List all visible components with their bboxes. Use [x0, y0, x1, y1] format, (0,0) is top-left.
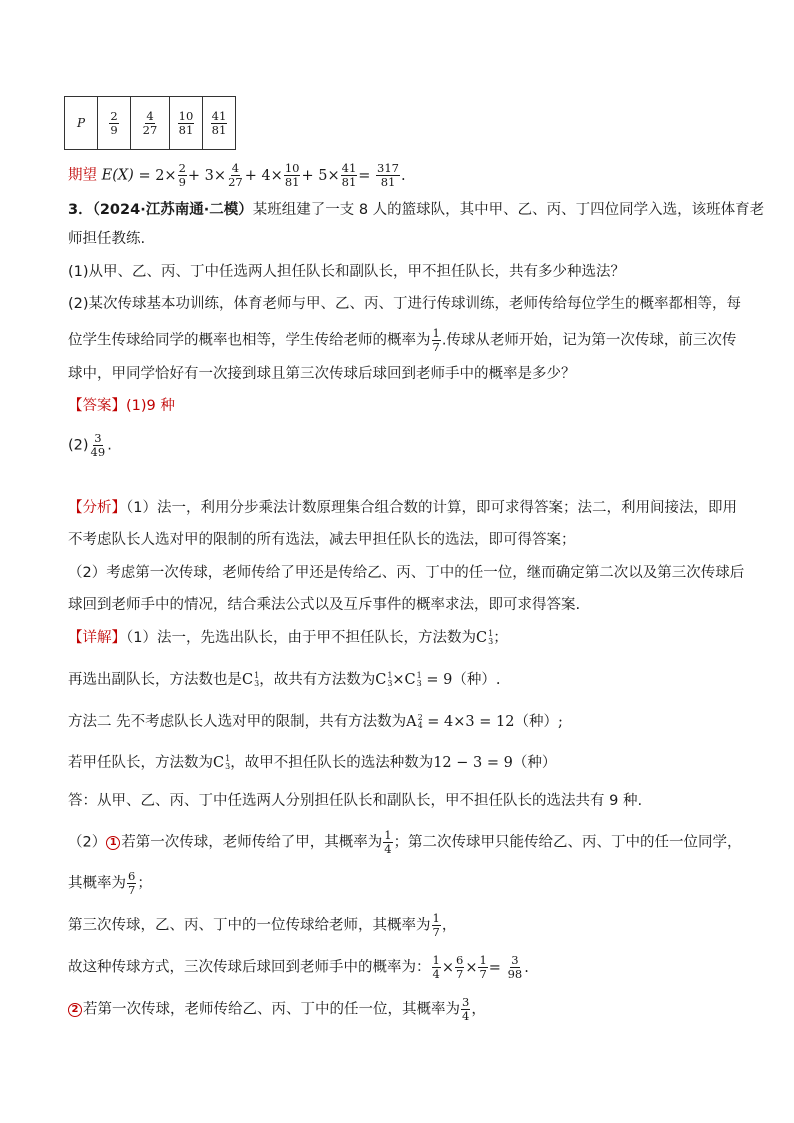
table-row [65, 97, 236, 150]
answer-line-1: 【答案】(1)9 种 [68, 398, 175, 414]
problem-stem-cont: 师担任教练. [68, 231, 146, 247]
detail-line-2: 再选出副队长，方法数也是C 1 3 ，故共有方法数为C 1 3 ×C 1 3 = 9（种）. [68, 671, 501, 688]
table-cell: $\frac{4}{27}$ [131, 97, 170, 150]
circled-two-icon: 2 [68, 1003, 82, 1017]
probability-table [64, 96, 236, 150]
analysis-line-3: （2）考虑第一次传球，老师传给了甲还是传给乙、丙、丁中的任一位，继而确定第二次以及第三次传球后 [68, 565, 745, 581]
analysis-line-1: 【分析】（1）法一，利用分步乘法计数原理集合组合数的计算，即可求得答案；法二，利用间接法，即用 [68, 500, 737, 516]
question-2-line2: 位学生传球给同学的概率也相等，学生传给老师的概率为 $\frac{1}{7}$ .传球从老师开始，记为第一次传球，前三次传 [68, 326, 737, 354]
answer-line-2: (2) $\frac{3}{49}$ . [68, 431, 112, 459]
question-2-line1: (2)某次传球基本功训练，体育老师与甲、乙、丙、丁进行传球训练，老师传给每位学生的概率都相等，每 [68, 296, 742, 312]
detail-line-8: 第三次传球，乙、丙、丁中的一位传球给老师，其概率为 $\frac{1}{7}$ ， [68, 911, 457, 939]
detail-line-3: 方法二 先不考虑队长人选对甲的限制，共有方法数为A 2 4 = 4×3 = 12（种）; [68, 713, 563, 730]
table-row-label: P [65, 97, 98, 150]
detail-line-4: 若甲任队长，方法数为C 1 3 ，故甲不担任队长的选法种数为12 − 3 = 9（种） [68, 754, 557, 771]
detail-line-9: 故这种传球方式，三次传球后球回到老师手中的概率为： $\frac{1}{4}$ × $\frac{6}{7}$ × $\frac{1}{7}$ = $\frac{3}{98}$ . [68, 953, 529, 981]
question-2-line3: 球中，甲同学恰好有一次接到球且第三次传球后球回到老师手中的概率是多少？ [68, 366, 576, 382]
table-cell: $\frac{2}{9}$ [98, 97, 131, 150]
table-cell: $\frac{41}{81}$ [203, 97, 236, 150]
question-1: (1)从甲、乙、丙、丁中任选两人担任队长和副队长，甲不担任队长，共有多少种选法？ [68, 264, 626, 280]
circled-one-icon: 1 [106, 836, 120, 850]
detail-line-1: 【详解】（1）法一，先选出队长，由于甲不担任队长，方法数为C 1 3 ； [68, 629, 508, 646]
problem-stem: 3．（2024·江苏南通·二模）某班组建了一支 8 人的篮球队，其中甲、乙、丙、丁四位同学入选，该班体育老 [68, 202, 765, 218]
expectation-line: 期望 E(X) = 2× $\frac{2}{9}$ + 3× $\frac{4}{27}$ + 4× $\frac{10}{81}$ + 5× $\frac{41}{81}$ = $\frac{317}{81}$ . [68, 161, 406, 189]
table-cell: $\frac{10}{81}$ [170, 97, 203, 150]
analysis-line-2: 不考虑队长人选对甲的限制的所有选法，减去甲担任队长的选法，即可得答案； [68, 532, 576, 548]
detail-line-6: （2） 1 若第一次传球，老师传给了甲，其概率为 $\frac{1}{4}$ ；第二次传球甲只能传给乙、丙、丁中的任一位同学， [68, 828, 742, 856]
detail-line-5: 答：从甲、乙、丙、丁中任选两人分别担任队长和副队长，甲不担任队长的选法共有 9 种. [68, 793, 643, 809]
detail-line-10: 2 若第一次传球，老师传给乙、丙、丁中的任一位，其概率为 $\frac{3}{4}$ ， [68, 996, 486, 1023]
detail-line-7: 其概率为 $\frac{6}{7}$ ； [68, 869, 152, 897]
analysis-line-4: 球回到老师手中的情况，结合乘法公式以及互斥事件的概率求法，即可求得答案. [68, 597, 581, 613]
